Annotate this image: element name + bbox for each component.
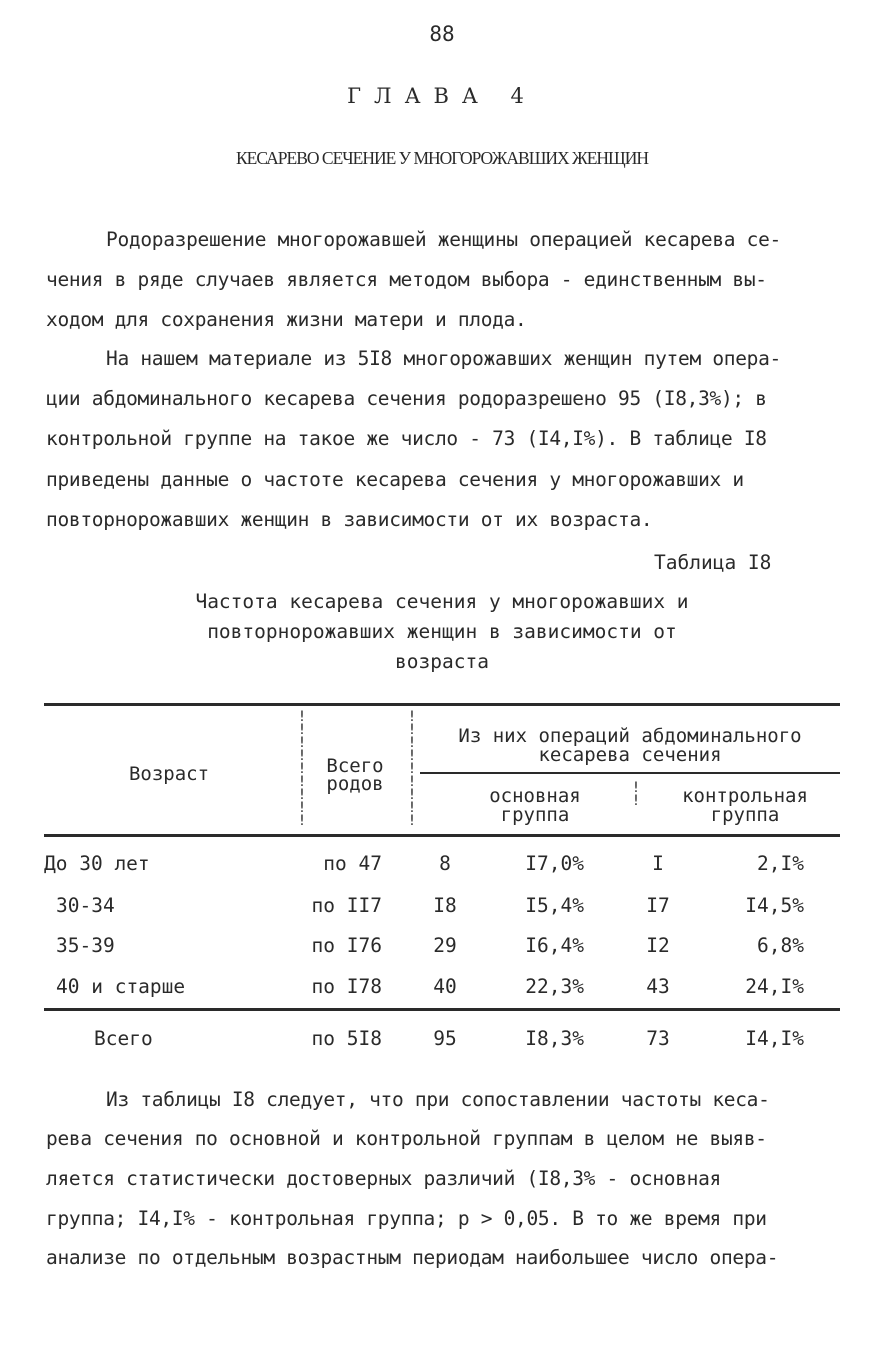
column-separator: ! ! ! ! ! ! ! ! !: [297, 709, 307, 829]
paragraph-line: рева сечения по основной и контрольной группам в целом не выяв-: [46, 1127, 767, 1150]
table-caption: возраста: [395, 650, 489, 673]
paragraph-line: повторнорожавших женщин в зависимости от их возраста.: [46, 508, 653, 531]
cell-age: 40 и старше: [56, 975, 186, 998]
paragraph-line: приведены данные о частоте кесарева сечения у многорожавших и: [46, 468, 744, 491]
cell-age: До 30 лет: [44, 852, 150, 875]
paragraph-line: контрольной группе на такое же число - 73 (I4,I%). В таблице I8: [46, 427, 767, 450]
header-operations: кесарева сечения: [538, 744, 722, 766]
cell-main-n: 8: [439, 852, 451, 875]
cell-main-pct: I6,4%: [525, 934, 584, 957]
cell-ctrl-pct: 24,I%: [745, 975, 804, 998]
header-operations: Из них операций абдоминального: [458, 725, 802, 747]
header-main-group: основная: [489, 785, 581, 807]
cell-main-n: I8: [433, 894, 457, 917]
paragraph-line: группа; I4,I% - контрольная группа; p > 0,05. В то же время при: [46, 1207, 767, 1230]
cell-ctrl-pct: 6,8%: [757, 934, 804, 957]
cell-ctrl-n: I7: [646, 894, 670, 917]
table-top-rule: [44, 703, 840, 706]
total-rule: [44, 1008, 840, 1011]
column-separator: ! !: [631, 780, 641, 809]
paragraph-line: ляется статистически достоверных различий (I8,3% - основная: [46, 1167, 721, 1190]
column-separator: ! ! ! ! ! ! ! ! !: [407, 709, 417, 829]
cell-main-pct: I5,4%: [525, 894, 584, 917]
cell-main-n: 95: [433, 1027, 457, 1050]
cell-total: по II7: [311, 894, 382, 917]
cell-ctrl-pct: 2,I%: [757, 852, 804, 875]
cell-ctrl-n: I: [652, 852, 664, 875]
cell-ctrl-n: 43: [646, 975, 670, 998]
paragraph-line: ции абдоминального кесарева сечения родоразрешено 95 (I8,3%); в: [46, 387, 767, 410]
table-caption: повторнорожавших женщин в зависимости от: [207, 620, 677, 643]
cell-age: Всего: [94, 1027, 153, 1050]
paragraph-line: анализе по отдельным возрастным периодам наибольшее число опера-: [46, 1246, 779, 1269]
header-subrule: [420, 772, 840, 774]
header-control-group: группа: [710, 804, 780, 826]
cell-ctrl-n: I2: [646, 934, 670, 957]
paragraph-line: На нашем материале из 5I8 многорожавших женщин путем опера-: [106, 347, 781, 370]
cell-ctrl-pct: I4,I%: [745, 1027, 804, 1050]
page-number: 88: [429, 22, 455, 46]
header-total-births: родов: [326, 773, 384, 795]
table-caption: Частота кесарева сечения у многорожавших и: [195, 590, 689, 613]
header-total-births: Всего: [326, 755, 384, 777]
header-control-group: контрольная: [682, 785, 808, 807]
cell-main-n: 29: [433, 934, 457, 957]
cell-total: по 5I8: [311, 1027, 382, 1050]
paragraph-line: Родоразрешение многорожавшей женщины операцией кесарева се-: [106, 228, 781, 251]
header-bottom-rule: [44, 834, 840, 837]
cell-main-n: 40: [433, 975, 457, 998]
header-age: Возраст: [128, 763, 210, 785]
table-label: Таблица I8: [654, 551, 772, 574]
cell-age: 30-34: [56, 894, 115, 917]
paragraph-line: чения в ряде случаев является методом выбора - единственным вы-: [46, 268, 767, 291]
cell-total: по 47: [323, 852, 382, 875]
cell-total: по I78: [311, 975, 382, 998]
cell-main-pct: I7,0%: [525, 852, 584, 875]
cell-ctrl-pct: I4,5%: [745, 894, 804, 917]
chapter-title: ГЛАВА 4: [347, 84, 537, 108]
cell-main-pct: 22,3%: [525, 975, 584, 998]
chapter-subtitle: КЕСАРЕВО СЕЧЕНИЕ У МНОГОРОЖАВШИХ ЖЕНЩИН: [236, 148, 648, 168]
paragraph-line: ходом для сохранения жизни матери и плода.: [46, 308, 527, 331]
paragraph-line: Из таблицы I8 следует, что при сопоставлении частоты кеса-: [106, 1088, 770, 1111]
cell-main-pct: I8,3%: [525, 1027, 584, 1050]
cell-total: по I76: [311, 934, 382, 957]
cell-ctrl-n: 73: [646, 1027, 670, 1050]
header-main-group: группа: [500, 804, 570, 826]
cell-age: 35-39: [56, 934, 115, 957]
